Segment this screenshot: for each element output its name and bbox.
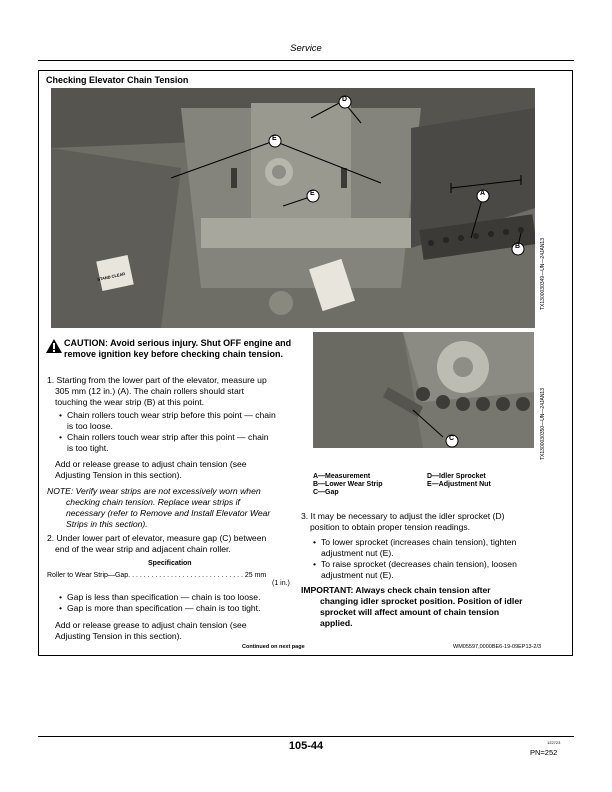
important-line3: sprocket will affect amount of chain tension (320, 607, 500, 617)
legend-a: A—Measurement (313, 473, 371, 480)
callout-b-label: B (515, 243, 521, 250)
step2-after-line1: Add or release grease to adjust chain tension (see (55, 620, 247, 630)
legend-b: B—Lower Wear Strip (313, 481, 383, 488)
warning-triangle-icon (46, 339, 62, 353)
caution-block (46, 338, 301, 360)
decal-text: STAND CLEAR (96, 271, 126, 282)
page-header-title: Service (290, 43, 322, 54)
important-line1: IMPORTANT: Always check chain tension after (301, 585, 491, 595)
caution-text: CAUTION: Avoid serious injury. Shut OFF engine and remove ignition key before checking chain tension. (64, 338, 292, 359)
callout-a (476, 189, 490, 205)
step1-bullet2-line1: • Chain rollers touch wear strip after this point — chain (67, 432, 269, 443)
callout-e-lower (306, 189, 320, 205)
callout-e-lower-label: E (310, 190, 315, 197)
step1-after-line2: Adjusting Tension in this section). (55, 470, 182, 480)
callout-d (338, 95, 352, 111)
page-number: 105-44 (288, 740, 324, 752)
step1-after-line1: Add or release grease to adjust chain tension (see (55, 459, 247, 469)
legend-c: C—Gap (313, 489, 339, 496)
step3-line1: 3. It may be necessary to adjust the idler sprocket (D) (301, 511, 505, 521)
chain-gap-photo (313, 332, 534, 448)
step1-line2: 305 mm (12 in.) (A). The chain rollers should start (55, 386, 244, 396)
figure2-code: TX1300030350—UN—24JAN13 (540, 388, 546, 460)
note-line2: checking chain tension. Replace wear strips if (66, 497, 240, 507)
callout-e-upper-label: E (272, 135, 277, 142)
step3-bullet2-line2: adjustment nut (E). (321, 570, 394, 580)
elevator-photo (51, 88, 535, 328)
footer-date-code: 122723 (547, 740, 561, 745)
elevator-illustration (51, 88, 535, 328)
step1-line1: 1. Starting from the lower part of the elevator, measure up (47, 375, 267, 385)
callout-e-upper (268, 134, 282, 150)
callout-a-label: A (480, 190, 486, 197)
note-line4: Strips in this section). (66, 519, 148, 529)
callout-b (511, 242, 525, 258)
step3-bullet2-line1: • To raise sprocket (decreases chain tension), loosen (321, 559, 517, 570)
section-title: Checking Elevator Chain Tension (46, 75, 189, 85)
note-line3: necessary (refer to Remove and Install Elevator Wear (66, 508, 271, 518)
header-divider (38, 60, 574, 61)
spec-heading: Specification (148, 560, 192, 567)
legend-d: D—Idler Sprocket (427, 473, 486, 480)
chain-gap-illustration (313, 332, 534, 448)
callout-d-label: D (342, 96, 348, 103)
document-reference: WM05597,0000BE6-19-09EP13-2/3 (453, 644, 542, 650)
callout-c-label: C (449, 435, 455, 442)
step2-line1: 2. Under lower part of elevator, measure gap (C) between (47, 533, 267, 543)
step1-line3: touching the wear strip (B) at this point. (55, 397, 205, 407)
step1-bullet1-line2: is too loose. (67, 421, 113, 431)
step2-bullet2: • Gap is more than specification — chain is too tight. (67, 603, 260, 614)
step1-bullet1-line1: • Chain rollers touch wear strip before this point — chain (67, 410, 276, 421)
step2-bullet1: • Gap is less than specification — chain is too loose. (67, 592, 260, 603)
spec-roller-gap: Roller to Wear Strip—Gap. . . . . . . . . . . . . . . . . . . . . . . . . . . . . . 25 mm (47, 572, 267, 579)
pn-number: PN=252 (530, 748, 558, 757)
step1-bullet2-line2: is too tight. (67, 443, 109, 453)
step3-bullet1-line2: adjustment nut (E). (321, 548, 394, 558)
important-line4: applied. (320, 618, 353, 628)
note-line1: NOTE: Verify wear strips are not excessively worn when (47, 486, 261, 496)
figure1-code: TX1300030349—UN—24JAN13 (540, 238, 546, 310)
step2-line2: end of the wear strip and adjacent chain roller. (55, 544, 231, 554)
step3-line2: position to obtain proper tension readings. (310, 522, 471, 532)
important-line2: changing idler sprocket position. Position of idler (320, 596, 523, 606)
step3-bullet1-line1: • To lower sprocket (increases chain tension), tighten (321, 537, 516, 548)
continued-note: Continued on next page (242, 644, 305, 650)
legend-e: E—Adjustment Nut (427, 481, 491, 488)
footer-divider (38, 736, 574, 737)
step2-after-line2: Adjusting Tension in this section). (55, 631, 182, 641)
callout-c (445, 434, 459, 450)
spec-roller-gap-imperial: (1 in.) (272, 580, 290, 587)
